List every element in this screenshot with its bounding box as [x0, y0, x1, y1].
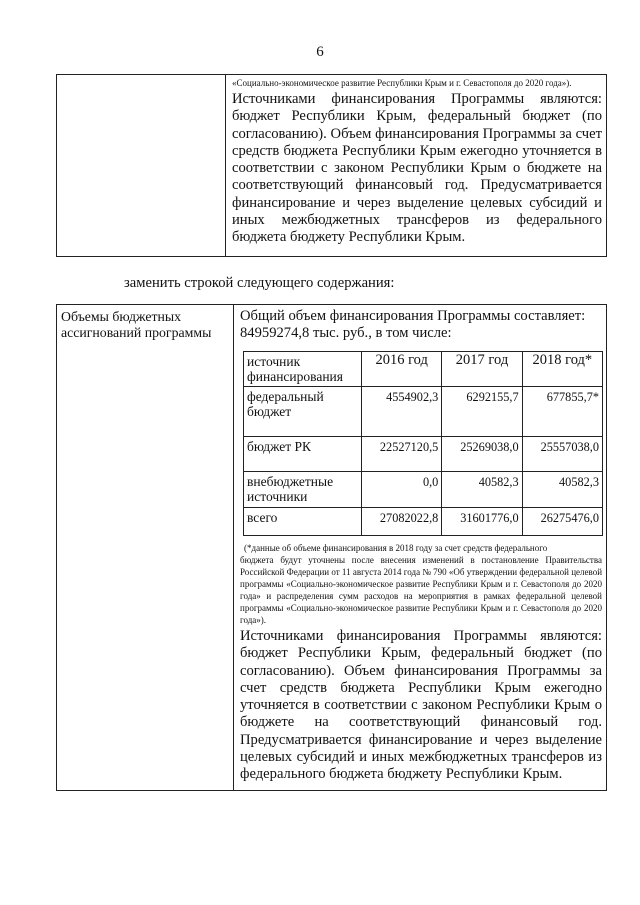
header-source: источник финансирования [244, 352, 362, 387]
footnote-tail: «Социально-экономическое развитие Республики Крым и г. Севастополя до 2020 года»). [232, 78, 572, 88]
cell-2017: 31601776,0 [442, 508, 522, 536]
replacement-row-table [56, 304, 607, 791]
replacement-intro: заменить строкой следующего содержания: [124, 275, 395, 291]
header-2017: 2017 год [442, 352, 522, 387]
total-funding-text: Общий объем финансирования Программы составляет: 84959274,8 тыс. руб., в том числе: [240, 308, 586, 341]
budget-label-cell [57, 305, 234, 791]
budget-content-cell [234, 305, 607, 791]
cell-2016: 0,0 [362, 472, 442, 508]
table-row [244, 508, 603, 536]
cell-2016: 4554902,3 [362, 387, 442, 437]
cell-2016: 22527120,5 [362, 437, 442, 472]
funding-table-header [244, 352, 603, 387]
cell-2016: 27082022,8 [362, 508, 442, 536]
footnote-rest: бюджета будут уточнены после внесения изменений в постановление Правительства Российской Федерации от 11 августа 2014 года № 790 «Об утверждении федеральной целевой программы «Социально-экономическое развитие Республики Крым и г. Севастополя до 2020 года» и распределения сумм расходов на мероприятия в рамках федеральной целевой программы «Социально-экономическое развитие Республики Крым и г. Севастополя до 2020 года»). [240, 555, 603, 625]
original-row-right-cell [226, 75, 607, 257]
funding-table [243, 351, 603, 536]
original-row-left-cell [57, 75, 226, 257]
funding-footnote [240, 542, 602, 626]
original-row-table [56, 74, 607, 257]
cell-2018: 26275476,0 [522, 508, 602, 536]
budget-label: Объемы бюджетных ассигнований программы [61, 309, 212, 340]
cell-2017: 6292155,7 [442, 387, 522, 437]
cell-2017: 40582,3 [442, 472, 522, 508]
cell-2018: 25557038,0 [522, 437, 602, 472]
row-label: внебюджетные источники [244, 472, 362, 508]
funding-sources-paragraph: Источниками финансирования Программы являются: бюджет Республики Крым, федеральный бюджет (по согласованию). Объем финансирования Программы за счет средств бюджета Республики Крым ежегодно уточняется в соответствии с законом Республики Крым о бюджете на соответствующий финансовый год. Предусматривается финансирование и через выделение целевых субсидий и иных межбюджетных трансферов из федерального бюджета бюджету Республики Крым. [232, 91, 602, 246]
table-row [244, 437, 603, 472]
row-label: бюджет РК [244, 437, 362, 472]
header-2016: 2016 год [362, 352, 442, 387]
table-row [244, 472, 603, 508]
cell-2017: 25269038,0 [442, 437, 522, 472]
footnote-lead: (*данные об объеме финансирования в 2018 году за счет средств федерального [244, 543, 548, 553]
cell-2018: 677855,7* [522, 387, 602, 437]
row-label: всего [244, 508, 362, 536]
cell-2018: 40582,3 [522, 472, 602, 508]
funding-sources-paragraph: Источниками финансирования Программы являются: бюджет Республики Крым, федеральный бюджет (по согласованию). Объем финансирования Программы за счет средств бюджета Республики Крым ежегодно уточняется в соответствии с законом Республики Крым о бюджете на соответствующий финансовый год. Предусматривается финансирование и через выделение целевых субсидий и иных межбюджетных трансферов из федерального бюджета бюджету Республики Крым. [240, 628, 602, 783]
table-row [244, 387, 603, 437]
row-label: федеральный бюджет [244, 387, 362, 437]
page-number: 6 [316, 44, 324, 60]
header-2018: 2018 год* [522, 352, 602, 387]
